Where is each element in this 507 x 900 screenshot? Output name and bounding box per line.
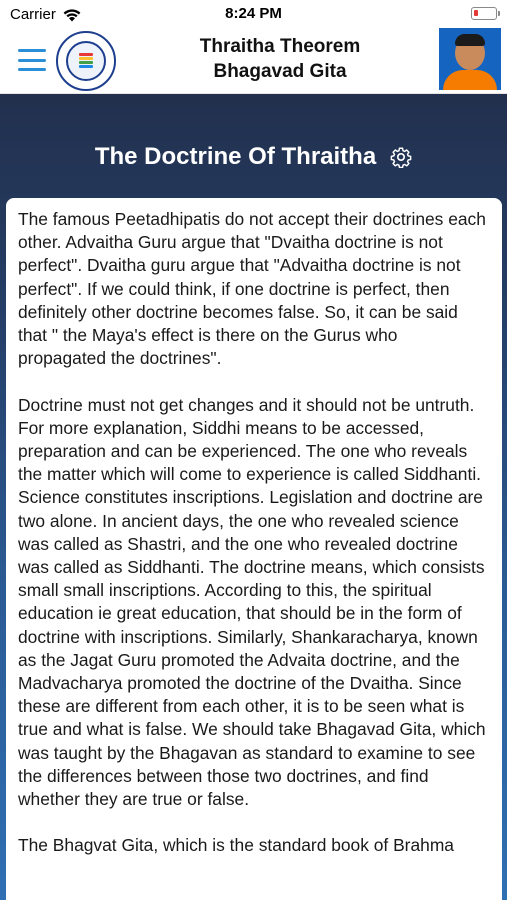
organization-logo <box>56 31 116 91</box>
content-paragraph: The Bhagvat Gita, which is the standard book of Brahma <box>18 835 454 856</box>
page-header <box>0 143 507 171</box>
menu-icon-line <box>18 49 46 52</box>
nav-bar <box>0 28 507 94</box>
content-paragraph: The famous Peetadhipatis do not accept their doctrines each other. Advaitha Guru argue that "Dvaitha doctrine is not perfect". Dvaitha guru argue that "Advaitha doctrine is not perfect". If we could think, if one doctrine is perfect, then definitely other doctrine becomes false. So, it can be said that " the Maya's effect is there on the Gurus who propagated the doctrines". <box>18 209 486 369</box>
gear-icon[interactable] <box>390 146 412 168</box>
logo-flag-icon <box>79 53 93 69</box>
app-title-line1: Thraitha Theorem <box>199 36 361 57</box>
content-card[interactable] <box>6 198 502 900</box>
page-title: The Doctrine Of Thraitha <box>94 143 377 170</box>
app-title-line2: Bhagavad Gita <box>213 61 347 82</box>
battery-icon <box>471 7 497 20</box>
battery-level <box>474 10 478 16</box>
logo-emblem <box>66 41 106 81</box>
avatar-hair <box>455 34 485 46</box>
status-bar <box>0 0 507 28</box>
menu-icon-line <box>18 68 46 71</box>
carrier-label: Carrier <box>10 6 56 23</box>
author-avatar[interactable] <box>439 28 501 90</box>
menu-icon-line <box>18 59 46 62</box>
app-title <box>130 34 430 84</box>
avatar-body <box>443 70 497 90</box>
hamburger-menu-button[interactable] <box>18 49 46 71</box>
content-paragraph: Doctrine must not get changes and it should not be untruth. For more explanation, Siddhi means to be accessed, preparation and can be experienced. The one who reveals the matter which will come to experience is called Siddhanti. Science constitutes inscriptions. Legislation and doctrine are two alone. In ancient days, the one who revealed science was called as Shastri, and the one who revealed doctrine was called as Siddhanti. The doctrine means, which consists small small inscriptions. According to this, the spiritual education ie great education, that should be in the form of doctrine with inscriptions. Similarly, Shankaracharya, known as the Jagat Guru promoted the Advaita doctrine, and the Madvacharya promoted the doctrine of the Dvaitha. Since these are different from each other, it is to be seen what is true and what is false. We should take Bhagavad Gita, which was taught by the Bhagavan as standard to examine to see the differences between those two doctrines, and find whether they are true or false. <box>18 394 486 810</box>
status-time: 8:24 PM <box>225 5 282 22</box>
